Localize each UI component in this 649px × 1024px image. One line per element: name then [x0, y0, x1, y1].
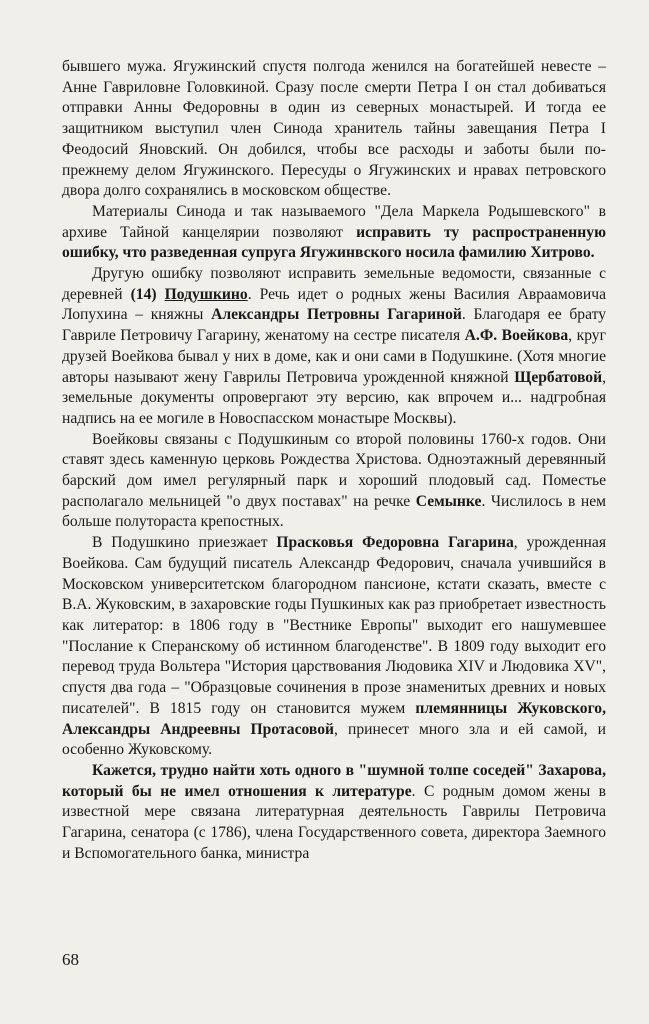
paragraph — [62, 264, 606, 430]
bold-emphasis: Кажется, трудно найти хоть одного в "шумной толпе соседей" Захарова, который бы не имел отношения к литературе — [62, 761, 606, 800]
bold-emphasis: (14) — [130, 285, 165, 303]
paragraph — [62, 761, 606, 865]
text-run: В Подушкино приезжает — [92, 534, 277, 552]
bold-emphasis: Прасковья Федоровна Гагарина — [276, 534, 514, 552]
text-run: , круг друзей Воейкова бывал у них в доме, как и они сами в Подушкине. (Хотя многие авторы называют жену Гаврилы Петровича урожденной княжной — [62, 327, 606, 386]
bold-emphasis: Щербатовой — [514, 368, 603, 386]
paragraph — [62, 57, 606, 202]
text-run: бывшего мужа. Ягужинский спустя полгода женился на богатейшей невесте – Анне Гавриловне Головкиной. Сразу после смерти Петра I он стал добиваться отправки Анны Федоровны в один из северных монастырей. И тогда ее защитником выступил член Синода хранитель тайны завещания Петра I Феодосий Яновский. Он добился, чтобы все расходы и заботы были по-прежнему делом Ягужинского. Пересуды о Ягужинских и нравах петровского двора долго сохранялись в московском обществе. — [62, 58, 606, 200]
text-run: . Благодаря ее брату Гавриле Петровичу Гагарину, женатому на сестре писателя — [62, 306, 606, 345]
page-number: 68 — [62, 950, 79, 969]
text-run: . С родным домом жены в известной мере связана литературная деятельность Гаврилы Петровича Гагарина, сенатора (с 1786), члена Государственного совета, директора Заемного и Вспомогательного банка, министра — [62, 782, 606, 862]
text-run: Другую ошибку позволяют исправить земельные ведомости, связанные с деревней — [62, 265, 606, 303]
paragraph — [62, 533, 606, 761]
underlined-place-name: Подушкино — [164, 285, 248, 303]
bold-emphasis: А.Ф. Воейкова — [464, 327, 569, 345]
text-run: . Числилось в нем больше полутораста крепостных. — [62, 492, 606, 531]
body-text — [62, 57, 606, 864]
text-run: , урожденная Воейкова. Сам будущий писатель Александр Федорович, сначала учившийся в Московском университетском благородном пансионе, кстати сказать, вместе с В.А. Жуковским, в захаровские годы Пушкиных как раз приобретает известность как литератор: в 1806 году в "Вестнике Европы" выходит его нашумевшее "Послание к Сперанскому об истинном благоденстве". В 1809 году выходит его перевод труда Вольтера "История царствования Людовика XIV и Людовика XV", спустя два года – "Образцовые сочинения в прозе знаменитых древних и новых писателей". В 1815 году он становится мужем — [62, 534, 606, 717]
bold-emphasis: Семынке — [415, 492, 482, 510]
paragraph — [62, 202, 606, 264]
bold-emphasis: Александры Петровны Гагариной — [211, 306, 462, 324]
text-run: , принесет много зла и ей самой, и особенно Жуковскому. — [62, 720, 606, 759]
text-run: Материалы Синода и так называемого "Дела Маркела Родышевского" в архиве Тайной канцелярии позволяют — [62, 202, 606, 241]
text-run: , земельные документы опровергают эту версию, как впрочем и... надгробная надпись на ее могиле в Новоспасском монастыре Москвы). — [62, 368, 606, 427]
text-run: Воейковы связаны с Подушкиным со второй половины 1760-х годов. Они ставят здесь каменную церковь Рождества Христова. Одноэтажный деревянный барский дом имел регулярный парк и хороший плодовый сад. Поместье располагало мельницей "о двух поставах" на речке — [62, 430, 606, 510]
paragraph — [62, 430, 606, 534]
text-run: . Речь идет о родных жены Василия Авраамовича Лопухина – княжны — [62, 285, 606, 324]
bold-emphasis: исправить ту распространенную ошибку, что разведенная супруга Ягужинвского носила фамилию Хитрово. — [62, 223, 606, 262]
bold-emphasis: племянницы Жуковского, Александры Андреевны Протасовой — [62, 699, 606, 738]
